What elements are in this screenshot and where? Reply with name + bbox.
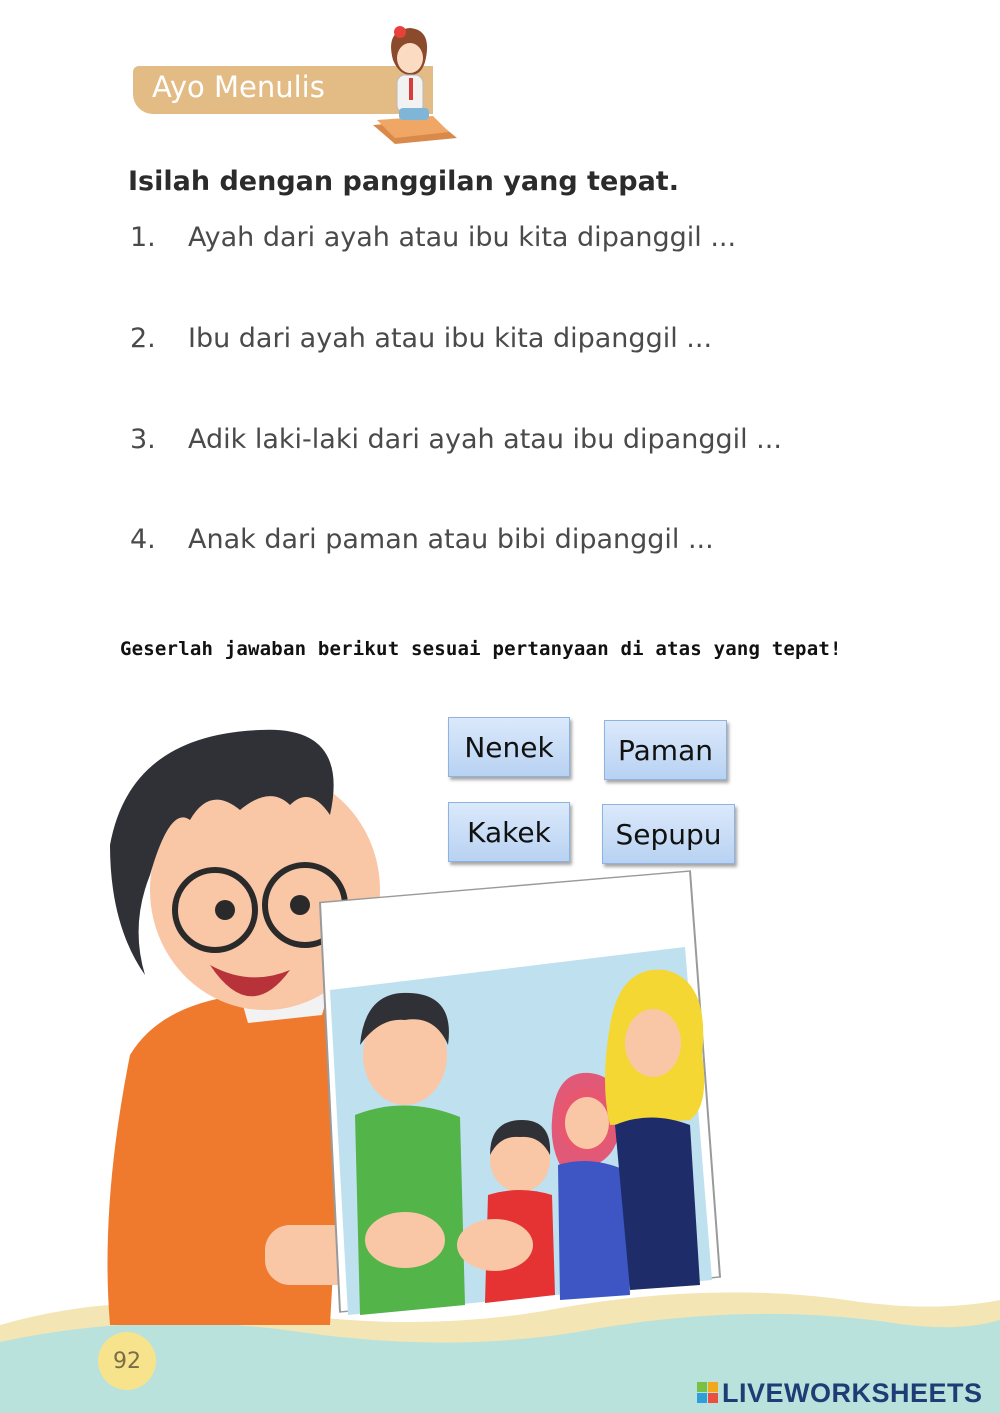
question-2-text: Ibu dari ayah atau ibu kita dipanggil ... bbox=[188, 323, 713, 354]
question-1-text: Ayah dari ayah atau ibu kita dipanggil ... bbox=[188, 222, 737, 253]
answer-chip-paman[interactable]: Paman bbox=[604, 720, 727, 780]
girl-writing-illustration bbox=[355, 20, 465, 145]
page-number: 92 bbox=[113, 1349, 141, 1374]
drag-instruction: Geserlah jawaban berikut sesuai pertanyaan di atas yang tepat! bbox=[120, 638, 842, 660]
banner-title: Ayo Menulis bbox=[152, 70, 325, 104]
answer-chip-sepupu[interactable]: Sepupu bbox=[602, 804, 735, 864]
answer-chip-kakek[interactable]: Kakek bbox=[448, 802, 570, 862]
liveworksheets-brand[interactable]: LIVEWORKSHEETS bbox=[722, 1378, 983, 1408]
question-2-number: 2. bbox=[130, 323, 156, 354]
question-3-text: Adik laki-laki dari ayah atau ibu dipanggil ... bbox=[188, 424, 782, 455]
question-1-number: 1. bbox=[130, 222, 156, 253]
question-4-number: 4. bbox=[130, 524, 156, 555]
question-4-text: Anak dari paman atau bibi dipanggil ... bbox=[188, 524, 714, 555]
question-3-number: 3. bbox=[130, 424, 156, 455]
exercise-instruction: Isilah dengan panggilan yang tepat. bbox=[128, 166, 679, 197]
liveworksheets-logo-icon bbox=[697, 1382, 719, 1404]
answer-chip-nenek[interactable]: Nenek bbox=[448, 717, 570, 777]
